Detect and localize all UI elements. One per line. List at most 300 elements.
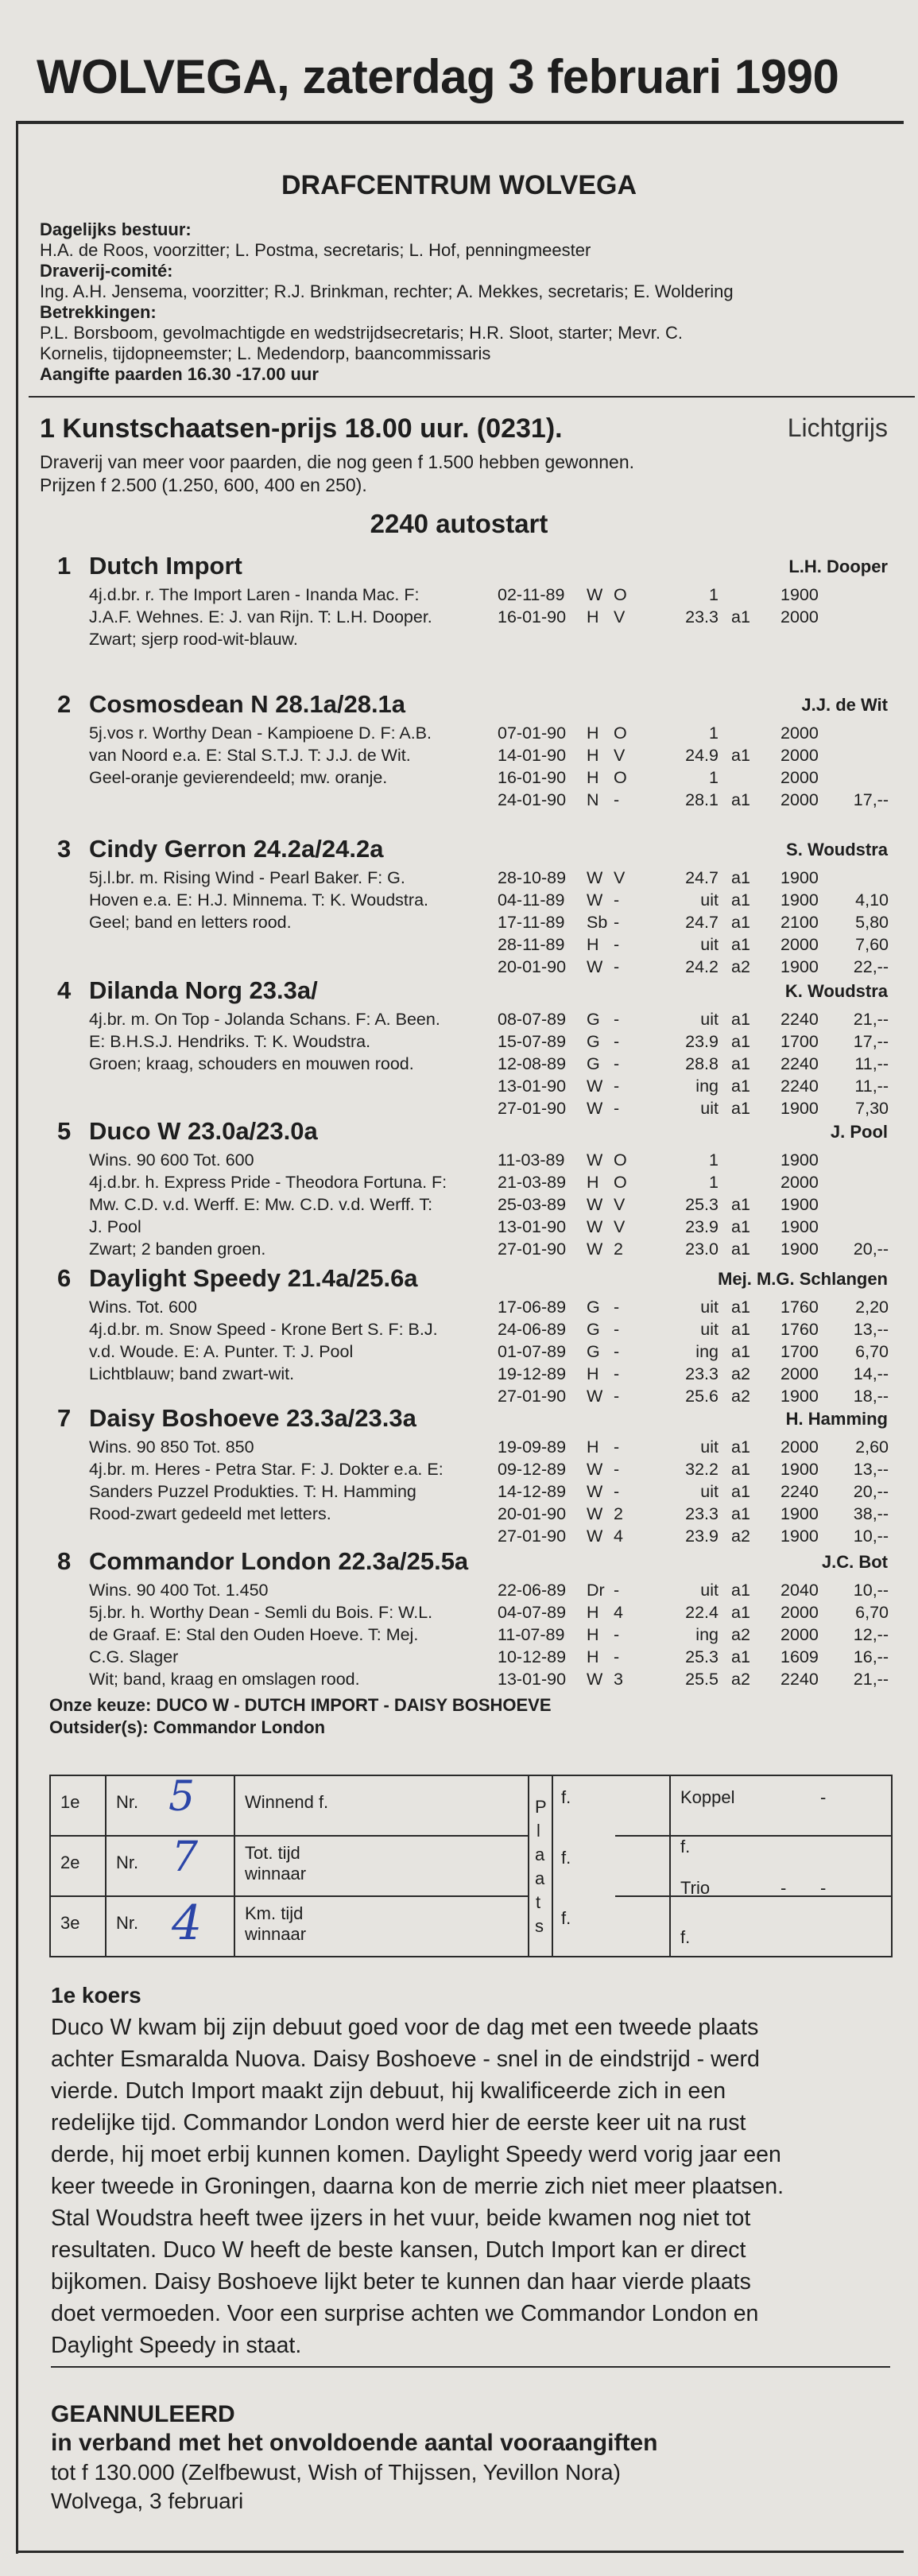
horse-driver: H. Hamming bbox=[785, 1409, 888, 1429]
form-start: a1 bbox=[731, 1581, 750, 1600]
table-vline-1 bbox=[105, 1776, 107, 1956]
top-rule bbox=[17, 121, 904, 124]
form-time: 28.1 bbox=[685, 790, 719, 809]
table-hline-1 bbox=[51, 1835, 528, 1837]
form-time: 25.5 bbox=[685, 1670, 719, 1689]
form-dist: 1760 bbox=[780, 1320, 819, 1339]
form-prize: 7,60 bbox=[855, 935, 889, 954]
form-cond: - bbox=[614, 1647, 620, 1666]
form-cond: - bbox=[614, 913, 620, 932]
form-prize: 38,-- bbox=[853, 1504, 889, 1523]
form-time: 1 bbox=[709, 768, 719, 787]
form-start: a1 bbox=[731, 607, 750, 627]
comite-heading: Draverij-comité: bbox=[40, 261, 173, 281]
form-date: 01-07-89 bbox=[498, 1342, 567, 1361]
form-prize: 16,-- bbox=[853, 1647, 889, 1666]
form-track: G bbox=[587, 1010, 600, 1029]
tot-tijd-winnaar: winnaar bbox=[245, 1864, 307, 1884]
form-date: 04-11-89 bbox=[498, 890, 565, 910]
koers-line: resultaten. Duco W heeft de beste kansen, Dutch Import kan er direct bbox=[51, 2237, 746, 2263]
form-time: 23.9 bbox=[685, 1217, 719, 1236]
form-date: 20-01-90 bbox=[498, 1504, 567, 1523]
horse-info-line: 5j.br. h. Worthy Dean - Semli du Bois. F: W.L. bbox=[89, 1603, 433, 1622]
form-cond: V bbox=[614, 1195, 626, 1214]
form-dist: 1900 bbox=[780, 585, 819, 604]
form-date: 15-07-89 bbox=[498, 1032, 567, 1051]
form-start: a1 bbox=[731, 1077, 750, 1096]
form-time: 1 bbox=[709, 1173, 719, 1192]
form-date: 08-07-89 bbox=[498, 1010, 567, 1029]
form-date: 17-06-89 bbox=[498, 1298, 567, 1317]
form-track: W bbox=[587, 1150, 603, 1170]
plaats-letter-p: P bbox=[535, 1797, 547, 1817]
form-dist: 1760 bbox=[780, 1298, 819, 1317]
form-track: W bbox=[587, 585, 603, 604]
form-cond: - bbox=[614, 1482, 620, 1501]
table-hline-right-2 bbox=[615, 1895, 891, 1897]
form-time: uit bbox=[700, 1320, 719, 1339]
place-2e: 2e bbox=[60, 1852, 80, 1872]
form-track: H bbox=[587, 1603, 599, 1622]
form-dist: 1700 bbox=[780, 1032, 819, 1051]
form-track: W bbox=[587, 1387, 603, 1406]
form-track: W bbox=[587, 1670, 603, 1689]
form-cond: - bbox=[614, 1077, 620, 1096]
form-track: H bbox=[587, 1364, 599, 1383]
form-date: 19-09-89 bbox=[498, 1437, 567, 1457]
annulled-line-1: tot f 130.000 (Zelfbewust, Wish of Thijssen, Yevillon Nora) bbox=[51, 2460, 621, 2485]
koppel-f: f. bbox=[680, 1837, 691, 1856]
form-prize: 17,-- bbox=[853, 1032, 889, 1051]
race-condition-2: Prijzen f 2.500 (1.250, 600, 400 en 250). bbox=[40, 475, 367, 495]
form-prize: 7,30 bbox=[855, 1099, 889, 1118]
plaats-letter-a2: a bbox=[535, 1868, 545, 1888]
plaats-letter-l: l bbox=[536, 1821, 540, 1841]
organisation-title: DRAFCENTRUM WOLVEGA bbox=[281, 170, 637, 200]
form-cond: V bbox=[614, 746, 626, 765]
form-dist: 2000 bbox=[780, 935, 819, 954]
form-start: a1 bbox=[731, 913, 750, 932]
horse-info-line: Hoven e.a. E: H.J. Minnema. T: K. Woudstra. bbox=[89, 890, 428, 910]
form-time: 23.3 bbox=[685, 1364, 719, 1383]
form-track: W bbox=[587, 1099, 603, 1118]
form-date: 24-01-90 bbox=[498, 790, 567, 809]
horse-info-line: van Noord e.a. E: Stal S.T.J. T: J.J. de Wit. bbox=[89, 746, 411, 765]
form-start: a2 bbox=[731, 957, 750, 976]
form-start: a2 bbox=[731, 1625, 750, 1644]
horse-driver: L.H. Dooper bbox=[788, 557, 888, 576]
form-dist: 2000 bbox=[780, 1364, 819, 1383]
form-date: 27-01-90 bbox=[498, 1240, 567, 1259]
form-time: ing bbox=[695, 1077, 719, 1096]
betrekkingen-heading: Betrekkingen: bbox=[40, 302, 157, 322]
form-cond: O bbox=[614, 1173, 627, 1192]
form-time: uit bbox=[700, 1581, 719, 1600]
annulled-heading: GEANNULEERD bbox=[51, 2401, 235, 2427]
plaats-letter-a1: a bbox=[535, 1845, 545, 1864]
form-start: a1 bbox=[731, 746, 750, 765]
betrekkingen-line-1: P.L. Borsboom, gevolmachtigde en wedstrijdsecretaris; H.R. Sloot, starter; Mevr. C. bbox=[40, 323, 684, 343]
form-time: uit bbox=[700, 1482, 719, 1501]
header-rule bbox=[29, 396, 915, 398]
form-cond: - bbox=[614, 1437, 620, 1457]
form-track: H bbox=[587, 1647, 599, 1666]
form-start: a1 bbox=[731, 1032, 750, 1051]
form-cond: - bbox=[614, 1320, 620, 1339]
koers-line: Daylight Speedy in staat. bbox=[51, 2333, 302, 2358]
form-prize: 10,-- bbox=[853, 1527, 889, 1546]
form-time: 1 bbox=[709, 1150, 719, 1170]
form-track: W bbox=[587, 1240, 603, 1259]
form-track: W bbox=[587, 1217, 603, 1236]
form-start: a1 bbox=[731, 1010, 750, 1029]
form-track: G bbox=[587, 1032, 600, 1051]
form-dist: 1900 bbox=[780, 1150, 819, 1170]
horse-number: 4 bbox=[57, 976, 72, 1004]
koppel-dash: - bbox=[820, 1787, 827, 1807]
horse-number: 5 bbox=[57, 1117, 72, 1145]
form-dist: 1609 bbox=[780, 1647, 819, 1666]
form-cond: O bbox=[614, 1150, 627, 1170]
form-time: 28.8 bbox=[685, 1054, 719, 1073]
form-prize: 22,-- bbox=[853, 957, 889, 976]
horse-name: Cosmosdean N 28.1a/28.1a bbox=[89, 690, 406, 718]
form-date: 25-03-89 bbox=[498, 1195, 567, 1214]
form-time: ing bbox=[695, 1625, 719, 1644]
horse-number: 7 bbox=[57, 1404, 72, 1432]
form-dist: 2000 bbox=[780, 1437, 819, 1457]
form-start: a1 bbox=[731, 1195, 750, 1214]
page-date-title: WOLVEGA, zaterdag 3 februari 1990 bbox=[37, 50, 839, 103]
form-track: H bbox=[587, 768, 599, 787]
form-date: 22-06-89 bbox=[498, 1581, 567, 1600]
race-color: Lichtgrijs bbox=[787, 413, 888, 442]
form-date: 20-01-90 bbox=[498, 957, 567, 976]
form-dist: 1900 bbox=[780, 1099, 819, 1118]
form-track: W bbox=[587, 1195, 603, 1214]
our-choice: Onze keuze: DUCO W - DUTCH IMPORT - DAISY BOSHOEVE bbox=[49, 1695, 552, 1715]
horse-name: Daylight Speedy 21.4a/25.6a bbox=[89, 1264, 418, 1292]
form-dist: 2240 bbox=[780, 1670, 819, 1689]
km-tijd-winnaar: winnaar bbox=[245, 1924, 307, 1944]
horse-info-line: Rood-zwart gedeeld met letters. bbox=[89, 1504, 331, 1523]
form-prize: 2,60 bbox=[855, 1437, 889, 1457]
table-hline-2 bbox=[51, 1895, 528, 1897]
form-time: uit bbox=[700, 1437, 719, 1457]
bottom-rule bbox=[17, 2551, 904, 2553]
form-start: a1 bbox=[731, 790, 750, 809]
horse-info-line: 4j.d.br. r. The Import Laren - Inanda Mac. F: bbox=[89, 585, 420, 604]
horse-number: 2 bbox=[57, 690, 72, 718]
plaats-f-3: f. bbox=[561, 1908, 571, 1928]
horse-info-line: Geel-oranje gevierendeeld; mw. oranje. bbox=[89, 768, 388, 787]
form-prize: 10,-- bbox=[853, 1581, 889, 1600]
horse-info-line: 4j.d.br. h. Express Pride - Theodora Fortuna. F: bbox=[89, 1173, 447, 1192]
horse-number: 1 bbox=[57, 552, 72, 580]
form-track: W bbox=[587, 1504, 603, 1523]
horse-info-line: 4j.d.br. m. Snow Speed - Krone Bert S. F: B.J. bbox=[89, 1320, 438, 1339]
form-cond: - bbox=[614, 1581, 620, 1600]
horse-info-line: 4j.br. m. Heres - Petra Star. F: J. Dokter e.a. E: bbox=[89, 1460, 444, 1479]
form-track: H bbox=[587, 607, 599, 627]
form-prize: 5,80 bbox=[855, 913, 889, 932]
bestuur-heading: Dagelijks bestuur: bbox=[40, 219, 192, 239]
form-cond: - bbox=[614, 1387, 620, 1406]
form-pos: 2 bbox=[614, 1240, 623, 1259]
form-date: 17-11-89 bbox=[498, 913, 565, 932]
nr-label-1: Nr. bbox=[116, 1792, 139, 1812]
form-date: 04-07-89 bbox=[498, 1603, 567, 1622]
form-date: 07-01-90 bbox=[498, 724, 567, 743]
trio-f: f. bbox=[680, 1927, 691, 1947]
form-dist: 2000 bbox=[780, 746, 819, 765]
plaats-f-1: f. bbox=[561, 1787, 571, 1807]
horse-name: Commandor London 22.3a/25.5a bbox=[89, 1547, 469, 1575]
form-track: N bbox=[587, 790, 599, 809]
form-time: uit bbox=[700, 1298, 719, 1317]
horse-name: Dilanda Norg 23.3a/ bbox=[89, 976, 318, 1004]
place-3e: 3e bbox=[60, 1913, 80, 1933]
form-time: 22.4 bbox=[685, 1603, 719, 1622]
form-start: a2 bbox=[731, 1527, 750, 1546]
horse-driver: K. Woudstra bbox=[784, 981, 888, 1001]
form-dist: 1900 bbox=[780, 1387, 819, 1406]
koers-line: redelijke tijd. Commandor London werd hier de eerste keer uit na rust bbox=[51, 2110, 746, 2136]
form-cond: - bbox=[614, 790, 620, 809]
form-dist: 1900 bbox=[780, 1195, 819, 1214]
horse-name: Duco W 23.0a/23.0a bbox=[89, 1117, 318, 1145]
form-time: 25.6 bbox=[685, 1387, 719, 1406]
form-cond: - bbox=[614, 890, 620, 910]
form-date: 09-12-89 bbox=[498, 1460, 567, 1479]
form-start: a1 bbox=[731, 935, 750, 954]
form-date: 16-01-90 bbox=[498, 768, 567, 787]
form-start: a1 bbox=[731, 1298, 750, 1317]
horse-driver: J.J. de Wit bbox=[801, 695, 888, 715]
outsiders: Outsider(s): Commandor London bbox=[49, 1717, 326, 1737]
form-dist: 1900 bbox=[780, 1460, 819, 1479]
form-time: 1 bbox=[709, 724, 719, 743]
form-time: uit bbox=[700, 1099, 719, 1118]
plaats-f-2: f. bbox=[561, 1848, 571, 1868]
horse-driver: Mej. M.G. Schlangen bbox=[718, 1269, 888, 1289]
form-date: 13-01-90 bbox=[498, 1670, 567, 1689]
form-start: a1 bbox=[731, 1217, 750, 1236]
form-time: 24.2 bbox=[685, 957, 719, 976]
place-1e: 1e bbox=[60, 1792, 80, 1812]
form-prize: 14,-- bbox=[853, 1364, 889, 1383]
trio-dash-2: - bbox=[820, 1878, 827, 1898]
horse-number: 8 bbox=[57, 1547, 72, 1575]
table-vline-2 bbox=[234, 1776, 235, 1956]
plaats-letter-s: s bbox=[535, 1916, 544, 1936]
form-start: a2 bbox=[731, 1387, 750, 1406]
nr-label-3: Nr. bbox=[116, 1913, 139, 1933]
koers-line: bijkomen. Daisy Boshoeve lijkt beter te kunnen dan haar vierde plaats bbox=[51, 2269, 751, 2295]
form-start: a2 bbox=[731, 1670, 750, 1689]
form-time: 23.9 bbox=[685, 1527, 719, 1546]
form-dist: 2240 bbox=[780, 1010, 819, 1029]
form-prize: 20,-- bbox=[853, 1240, 889, 1259]
horse-driver: J.C. Bot bbox=[821, 1552, 888, 1572]
form-cond: V bbox=[614, 607, 626, 627]
trio-label: Trio bbox=[680, 1878, 711, 1898]
form-date: 10-12-89 bbox=[498, 1647, 567, 1666]
form-date: 27-01-90 bbox=[498, 1387, 567, 1406]
aangifte-line: Aangifte paarden 16.30 -17.00 uur bbox=[40, 364, 319, 384]
form-start: a1 bbox=[731, 1482, 750, 1501]
race-condition-1: Draverij van meer voor paarden, die nog geen f 1.500 hebben gewonnen. bbox=[40, 452, 635, 472]
form-track: W bbox=[587, 890, 603, 910]
annulled-line-2: Wolvega, 3 februari bbox=[51, 2489, 244, 2513]
table-vline-4 bbox=[552, 1776, 553, 1956]
tot-tijd-label: Tot. tijd bbox=[245, 1843, 300, 1863]
horse-info-line: E: B.H.S.J. Hendriks. T: K. Woudstra. bbox=[89, 1032, 371, 1051]
race-title: 1 Kunstschaatsen-prijs 18.00 uur. (0231). bbox=[40, 413, 563, 444]
form-dist: 1900 bbox=[780, 890, 819, 910]
form-dist: 1900 bbox=[780, 1527, 819, 1546]
form-prize: 13,-- bbox=[853, 1320, 889, 1339]
form-track: G bbox=[587, 1298, 600, 1317]
form-date: 28-10-89 bbox=[498, 868, 567, 887]
koers-line: keer tweede in Groningen, daarna kon de merrie zich niet meer plaatsen. bbox=[51, 2174, 784, 2199]
horse-info-line: Geel; band en letters rood. bbox=[89, 913, 292, 932]
form-cond: V bbox=[614, 868, 626, 887]
form-track: W bbox=[587, 1482, 603, 1501]
form-dist: 1900 bbox=[780, 1240, 819, 1259]
form-dist: 2000 bbox=[780, 607, 819, 627]
form-time: 25.3 bbox=[685, 1647, 719, 1666]
horse-info-line: 5j.vos r. Worthy Dean - Kampioene D. F: A.B. bbox=[89, 724, 432, 743]
plaats-letter-t: t bbox=[536, 1892, 541, 1912]
form-cond: - bbox=[614, 1099, 620, 1118]
form-dist: 1900 bbox=[780, 868, 819, 887]
koers-line: Duco W kwam bij zijn debuut goed voor de dag met een tweede plaats bbox=[51, 2015, 759, 2040]
left-border bbox=[16, 121, 18, 2554]
table-vline-5 bbox=[669, 1776, 671, 1956]
form-dist: 1900 bbox=[780, 1217, 819, 1236]
form-cond: - bbox=[614, 1010, 620, 1029]
horse-info-line: Wins. 90 850 Tot. 850 bbox=[89, 1437, 254, 1457]
form-start: a1 bbox=[731, 1504, 750, 1523]
horse-info-line: Sanders Puzzel Produkties. T: H. Hamming bbox=[89, 1482, 416, 1501]
form-dist: 1900 bbox=[780, 1504, 819, 1523]
horse-info-line: Wins. 90 600 Tot. 600 bbox=[89, 1150, 254, 1170]
form-start: a1 bbox=[731, 890, 750, 910]
horse-number: 6 bbox=[57, 1264, 72, 1292]
form-prize: 2,20 bbox=[855, 1298, 889, 1317]
form-time: uit bbox=[700, 1010, 719, 1029]
form-date: 27-01-90 bbox=[498, 1527, 567, 1546]
table-hline-right-1 bbox=[615, 1835, 891, 1837]
form-dist: 2100 bbox=[780, 913, 819, 932]
form-dist: 1700 bbox=[780, 1342, 819, 1361]
form-track: W bbox=[587, 957, 603, 976]
horse-info-line: 4j.br. m. On Top - Jolanda Schans. F: A. Been. bbox=[89, 1010, 440, 1029]
horse-driver: S. Woudstra bbox=[786, 840, 888, 859]
form-cond: - bbox=[614, 1342, 620, 1361]
form-track: G bbox=[587, 1320, 600, 1339]
form-time: 23.9 bbox=[685, 1032, 719, 1051]
form-cond: - bbox=[614, 1032, 620, 1051]
form-date: 13-01-90 bbox=[498, 1077, 567, 1096]
form-date: 11-07-89 bbox=[498, 1625, 565, 1644]
koers-heading: 1e koers bbox=[51, 1983, 141, 2008]
horse-info-line: Mw. C.D. v.d. Werff. E: Mw. C.D. v.d. Werff. T: bbox=[89, 1195, 433, 1214]
table-vline-3 bbox=[528, 1776, 529, 1956]
form-time: 23.3 bbox=[685, 1504, 719, 1523]
koers-rule bbox=[51, 2366, 890, 2368]
form-track: W bbox=[587, 868, 603, 887]
form-dist: 2240 bbox=[780, 1482, 819, 1501]
form-date: 12-08-89 bbox=[498, 1054, 567, 1073]
form-time: 32.2 bbox=[685, 1460, 719, 1479]
horse-name: Dutch Import bbox=[89, 552, 242, 580]
form-date: 13-01-90 bbox=[498, 1217, 567, 1236]
form-time: 1 bbox=[709, 585, 719, 604]
form-track: G bbox=[587, 1342, 600, 1361]
horse-info-line: v.d. Woude. E: A. Punter. T: J. Pool bbox=[89, 1342, 354, 1361]
form-start: a1 bbox=[731, 1460, 750, 1479]
horse-info-line: Zwart; 2 banden groen. bbox=[89, 1240, 266, 1259]
horse-number: 3 bbox=[57, 835, 72, 863]
form-prize: 21,-- bbox=[853, 1010, 889, 1029]
form-dist: 2000 bbox=[780, 768, 819, 787]
form-dist: 1900 bbox=[780, 957, 819, 976]
form-prize: 6,70 bbox=[855, 1603, 889, 1622]
koers-line: derde, hij moet erbij kunnen komen. Daylight Speedy werd vorig jaar een bbox=[51, 2142, 781, 2167]
form-prize: 12,-- bbox=[853, 1625, 889, 1644]
form-cond: - bbox=[614, 1460, 620, 1479]
form-cond: O bbox=[614, 768, 627, 787]
horse-driver: J. Pool bbox=[830, 1122, 888, 1142]
koers-line: Stal Woudstra heeft twee ijzers in het vuur, beide kwamen nog niet tot bbox=[51, 2206, 751, 2231]
form-start: a1 bbox=[731, 1054, 750, 1073]
koppel-label: Koppel bbox=[680, 1787, 735, 1807]
form-time: 23.3 bbox=[685, 607, 719, 627]
horse-name: Cindy Gerron 24.2a/24.2a bbox=[89, 835, 384, 863]
horse-info-line: Wit; band, kraag en omslagen rood. bbox=[89, 1670, 360, 1689]
form-date: 16-01-90 bbox=[498, 607, 567, 627]
form-track: H bbox=[587, 1173, 599, 1192]
form-track: H bbox=[587, 724, 599, 743]
form-track: H bbox=[587, 935, 599, 954]
form-cond: - bbox=[614, 1625, 620, 1644]
form-date: 11-03-89 bbox=[498, 1150, 565, 1170]
trio-dash-1: - bbox=[780, 1878, 787, 1898]
form-cond: O bbox=[614, 724, 627, 743]
nr-label-2: Nr. bbox=[116, 1852, 139, 1872]
form-dist: 2040 bbox=[780, 1581, 819, 1600]
form-dist: 2240 bbox=[780, 1077, 819, 1096]
form-start: a2 bbox=[731, 1364, 750, 1383]
koers-line: achter Esmaralda Nuova. Daisy Boshoeve - snel in de eindstrijd - werd bbox=[51, 2046, 760, 2072]
horse-info-line: Wins. Tot. 600 bbox=[89, 1298, 197, 1317]
form-dist: 2240 bbox=[780, 1054, 819, 1073]
form-pos: 4 bbox=[614, 1527, 623, 1546]
form-start: a1 bbox=[731, 1437, 750, 1457]
form-cond: - bbox=[614, 1364, 620, 1383]
form-prize: 18,-- bbox=[853, 1387, 889, 1406]
winnend-label: Winnend f. bbox=[245, 1792, 329, 1812]
form-cond: - bbox=[614, 935, 620, 954]
form-prize: 20,-- bbox=[853, 1482, 889, 1501]
form-track: Sb bbox=[587, 913, 608, 932]
koers-line: doet vermoeden. Voor een surprise achten we Commandor London en bbox=[51, 2301, 759, 2326]
horse-info-line: Wins. 90 400 Tot. 1.450 bbox=[89, 1581, 269, 1600]
form-dist: 2000 bbox=[780, 1625, 819, 1644]
comite-line: Ing. A.H. Jensema, voorzitter; R.J. Brinkman, rechter; A. Mekkes, secretaris; E. Woldering bbox=[40, 281, 734, 301]
